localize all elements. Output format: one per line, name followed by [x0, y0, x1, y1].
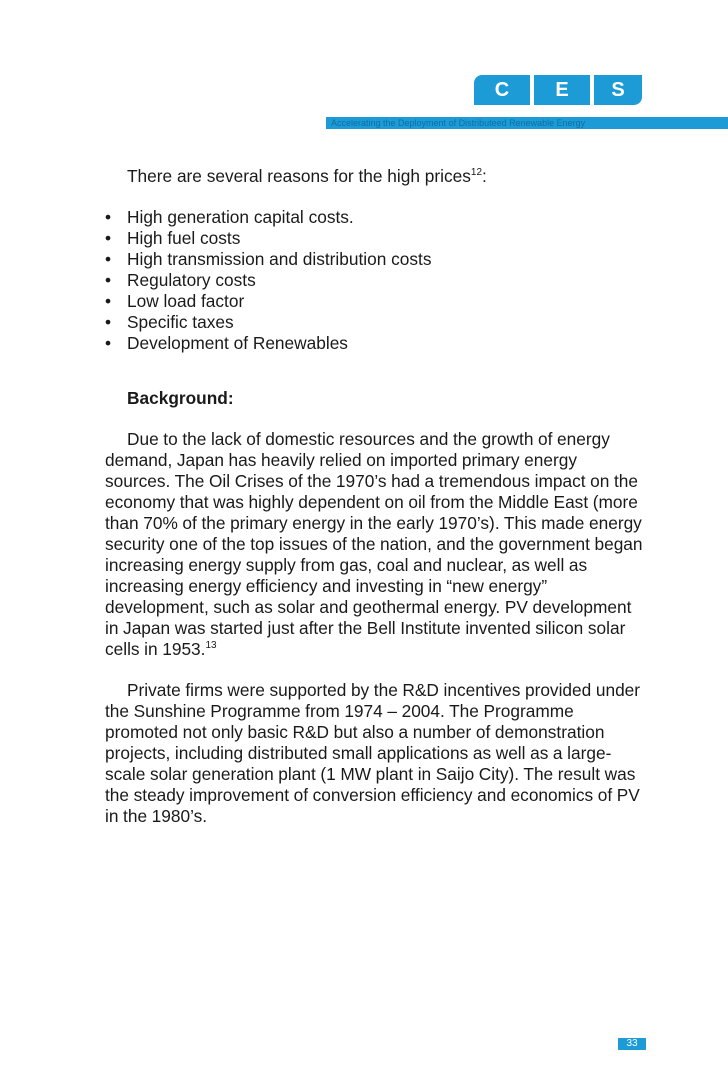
- list-item: [105, 312, 645, 333]
- bullet-icon: •: [105, 228, 112, 248]
- logo-letter-c: C: [474, 75, 530, 105]
- reasons-list: [105, 207, 645, 354]
- paragraph-background: [105, 429, 645, 660]
- paragraph-sunshine-programme: Private firms were supported by the R&D incentives provided under the Sunshine Programme from 1974 – 2004. The Programme promoted not only basic R&D but also a number of demonstration projects, including distributed small applications as well as a large-scale solar generation plant (1 MW plant in Saijo City). The result was the steady improvement of conversion efficiency and economics of PV in the 1980’s.: [105, 680, 641, 826]
- logo-letter-s: S: [594, 75, 642, 105]
- footnote-ref-13: 13: [205, 640, 217, 652]
- bullet-icon: •: [105, 270, 112, 290]
- bullet-icon: •: [105, 312, 112, 332]
- list-item-text: High generation capital costs.: [127, 207, 354, 227]
- list-item-text: Development of Renewables: [127, 333, 348, 353]
- bullet-icon: •: [105, 249, 112, 269]
- paragraph-text: Due to the lack of domestic resources and the growth of energy demand, Japan has heavily relied on imported primary energy sources. The Oil Crises of the 1970’s had a tremendous impact on the economy that was highly dependent on oil from the Middle East (more than 70% of the primary energy in the early 1970’s). This made energy security one of the top issues of the nation, and the government began increasing energy supply from gas, coal and nuclear, as well as increasing energy efficiency and investing in “new energy” development, such as solar and geothermal energy. PV development in Japan was started just after the Bell Institute invented silicon solar cells in 1953.: [105, 429, 643, 659]
- list-item-text: Low load factor: [127, 291, 245, 311]
- list-item: [105, 249, 645, 270]
- bullet-icon: •: [105, 333, 112, 353]
- intro-colon: :: [482, 166, 487, 186]
- list-item-text: Specific taxes: [127, 312, 234, 332]
- page-number: 33: [618, 1038, 646, 1050]
- list-item: [105, 333, 645, 354]
- list-item-text: Regulatory costs: [127, 270, 256, 290]
- page-content: [105, 166, 645, 847]
- ces-logo: [474, 75, 642, 105]
- list-item-text: High transmission and distribution costs: [127, 249, 432, 269]
- intro-line: [105, 166, 645, 187]
- list-item: [105, 270, 645, 291]
- background-heading: Background:: [127, 388, 234, 408]
- list-item: [105, 207, 645, 228]
- list-item: [105, 228, 645, 249]
- logo-letter-e: E: [534, 75, 590, 105]
- tagline: Accelerating the Deployment of Distributeed Renewable Energy: [331, 118, 586, 128]
- intro-text: There are several reasons for the high prices: [127, 166, 471, 186]
- bullet-icon: •: [105, 207, 112, 227]
- footnote-ref-12: 12: [470, 167, 483, 179]
- bullet-icon: •: [105, 291, 112, 311]
- list-item: [105, 291, 645, 312]
- list-item-text: High fuel costs: [127, 228, 241, 248]
